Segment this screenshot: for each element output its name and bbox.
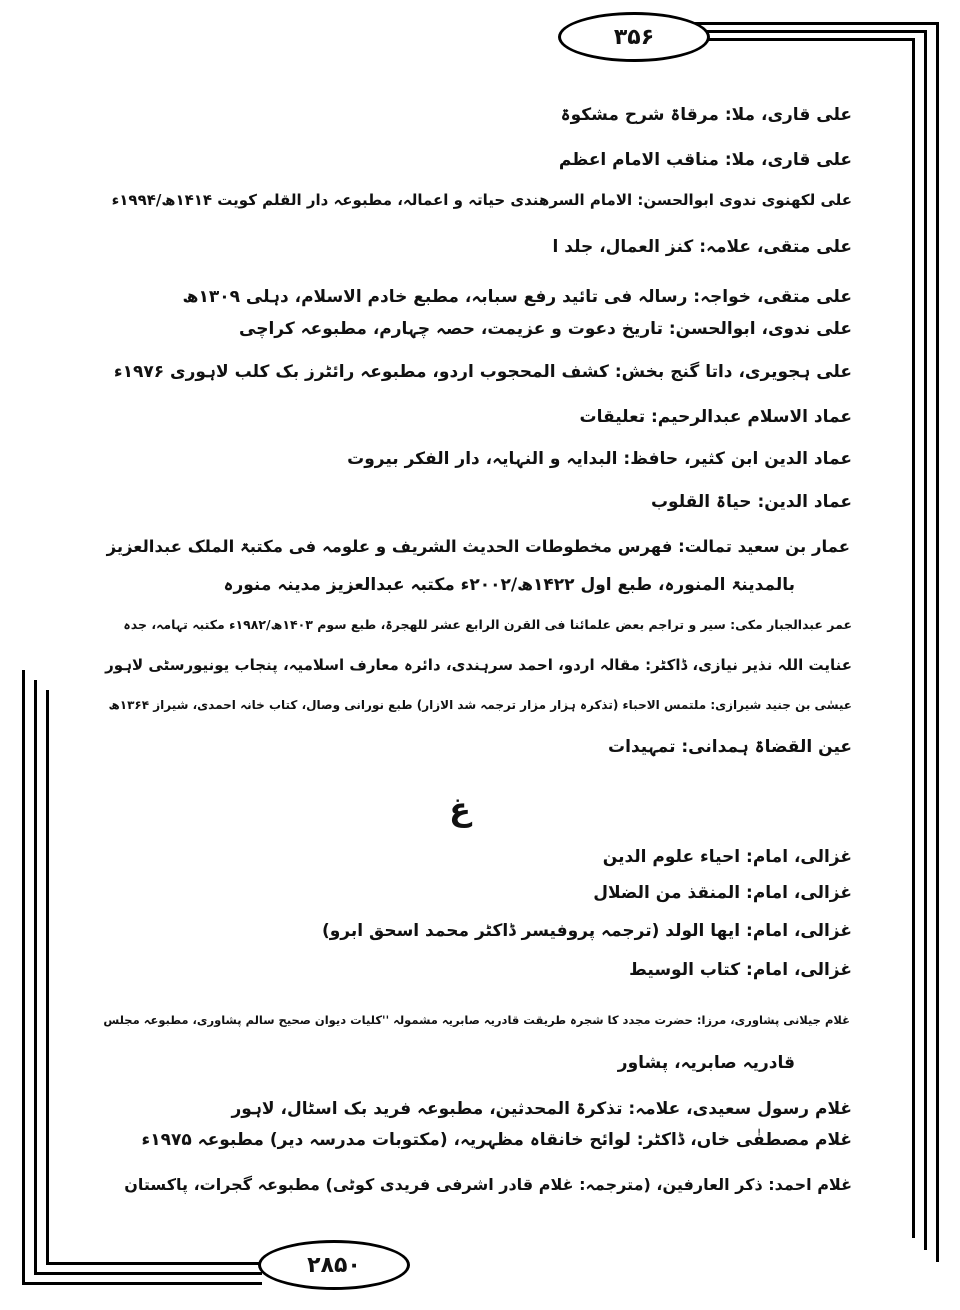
bibliography-entry: غزالی، امام: ایھا الولد (ترجمہ پروفیسر ڈاکٹر محمد اسحق ابرو) xyxy=(321,921,852,941)
frame-line xyxy=(690,30,927,33)
bibliography-entry: غزالی، امام: کتاب الوسیط xyxy=(629,960,852,980)
frame-line xyxy=(936,22,939,1262)
bibliography-entry: عماد الدین: حیاۃ القلوب xyxy=(650,492,852,512)
section-heading: غ xyxy=(449,790,471,828)
bibliography-entry: غزالی، امام: المنقذ من الضلال xyxy=(593,883,852,903)
frame-line xyxy=(46,1262,262,1265)
bibliography-entry: علی متقی، خواجہ: رسالہ فی تائید رفع سبابہ، مطبع خادم الاسلام، دہلی ۱۳۰۹ھ xyxy=(182,287,852,307)
bibliography-entry: عماد الدین ابن کثیر، حافظ: البدایہ و النہایہ، دار الفکر بیروت xyxy=(347,449,852,469)
bibliography-entry: غزالی، امام: احیاء علوم الدین xyxy=(602,847,852,867)
bibliography-entry: علی لکھنوی ندوی ابوالحسن: الامام السرھندی حیاتہ و اعمالہ، مطبوعہ دار القلم کویت ۱۴۱۴ھ/۱۹۹۴ء xyxy=(111,191,852,209)
bibliography-entry: غلام جیلانی پشاوری، مرزا: حضرت مجدد کا شجرہ طریقت قادریہ صابریہ مشمولہ ''کلیات دیوان صحیح سالم پشاوری، مطبوعہ مجلس xyxy=(103,1013,850,1027)
bibliography-entry: علی ہجویری، داتا گنج بخش: کشف المحجوب اردو، مطبوعہ رائٹرز بک کلب لاہوری ۱۹۷۶ء xyxy=(113,362,852,382)
bibliography-entry: غلام رسول سعیدی، علامہ: تذکرۃ المحدثین، مطبوعہ فرید بک اسٹال، لاہور xyxy=(231,1099,852,1119)
page-number-top: ۳۵۶ xyxy=(558,12,710,62)
frame-line xyxy=(34,680,37,1275)
bibliography-entry: علی متقی، علامہ: کنز العمال، جلد ا xyxy=(552,237,852,257)
bibliography-entry: غلام مصطفٰی خاں، ڈاکٹر: لوائح خانقاہ مظہریہ، (مکتوبات مدرسہ دیر) مطبوعہ ۱۹۷۵ء xyxy=(141,1130,852,1150)
frame-line xyxy=(34,1272,262,1275)
bibliography-entry: علی قاری، ملا: مناقب الامام اعظم xyxy=(558,150,852,170)
frame-line xyxy=(690,38,915,41)
bibliography-entry: علی قاری، ملا: مرقاۃ شرح مشکوۃ xyxy=(560,105,852,125)
page-number-bottom: ۲۸۵۰ xyxy=(258,1240,410,1290)
bibliography-entry: علی ندوی، ابوالحسن: تاریخ دعوت و عزیمت، حصہ چہارم، مطبوعہ کراچی xyxy=(239,319,852,339)
bibliography-entry-continuation: قادریہ صابریہ، پشاور xyxy=(617,1053,795,1073)
frame-line xyxy=(690,22,939,25)
bibliography-entry: عمار بن سعید تمالت: فھرس مخطوطات الحدیث الشریف و علومہ فی مکتبۃ الملک عبدالعزیز xyxy=(106,537,850,556)
bibliography-entry: عنایت اللہ نذیر نیازی، ڈاکٹر: مقالہ اردو، احمد سرہندی، دائرہ معارف اسلامیہ، پنجاب یونیورسٹی لاہور xyxy=(105,656,852,674)
frame-line xyxy=(22,670,25,1285)
frame-line xyxy=(912,38,915,1238)
bibliography-entry: عین القضاۃ ہمدانی: تمہیدات xyxy=(608,737,852,757)
bibliography-entry-continuation: بالمدینۃ المنورہ، طبع اول ۱۴۲۲ھ/۲۰۰۲ء مکتبہ عبدالعزیز مدینہ منورہ xyxy=(223,575,795,595)
frame-line xyxy=(46,690,49,1265)
bibliography-entry: عماد الاسلام عبدالرحیم: تعلیقات xyxy=(579,407,852,427)
bibliography-entry: عمر عبدالجبار مکی: سیر و تراجم بعض علمائنا فی القرن الرابع عشر للھجرۃ، طبع سوم ۱۴۰۳ھ/۱۹۸۲ء مکتبہ تہامہ، جدہ xyxy=(123,617,852,632)
frame-line xyxy=(22,1282,262,1285)
bibliography-entry: غلام احمد: ذکر العارفین، (مترجمہ: غلام قادر اشرفی فریدی کوٹی) مطبوعہ گجرات، پاکستان xyxy=(124,1175,852,1194)
frame-line xyxy=(924,30,927,1250)
bibliography-entry: عیسٰی بن جنید شیرازی: ملتمس الاحباء (تذکرہ ہزار مزار ترجمہ شد الازار) طبع نورانی وصال، کتاب خانہ احمدی، شیراز ۱۳۶۴ھ xyxy=(108,698,852,712)
